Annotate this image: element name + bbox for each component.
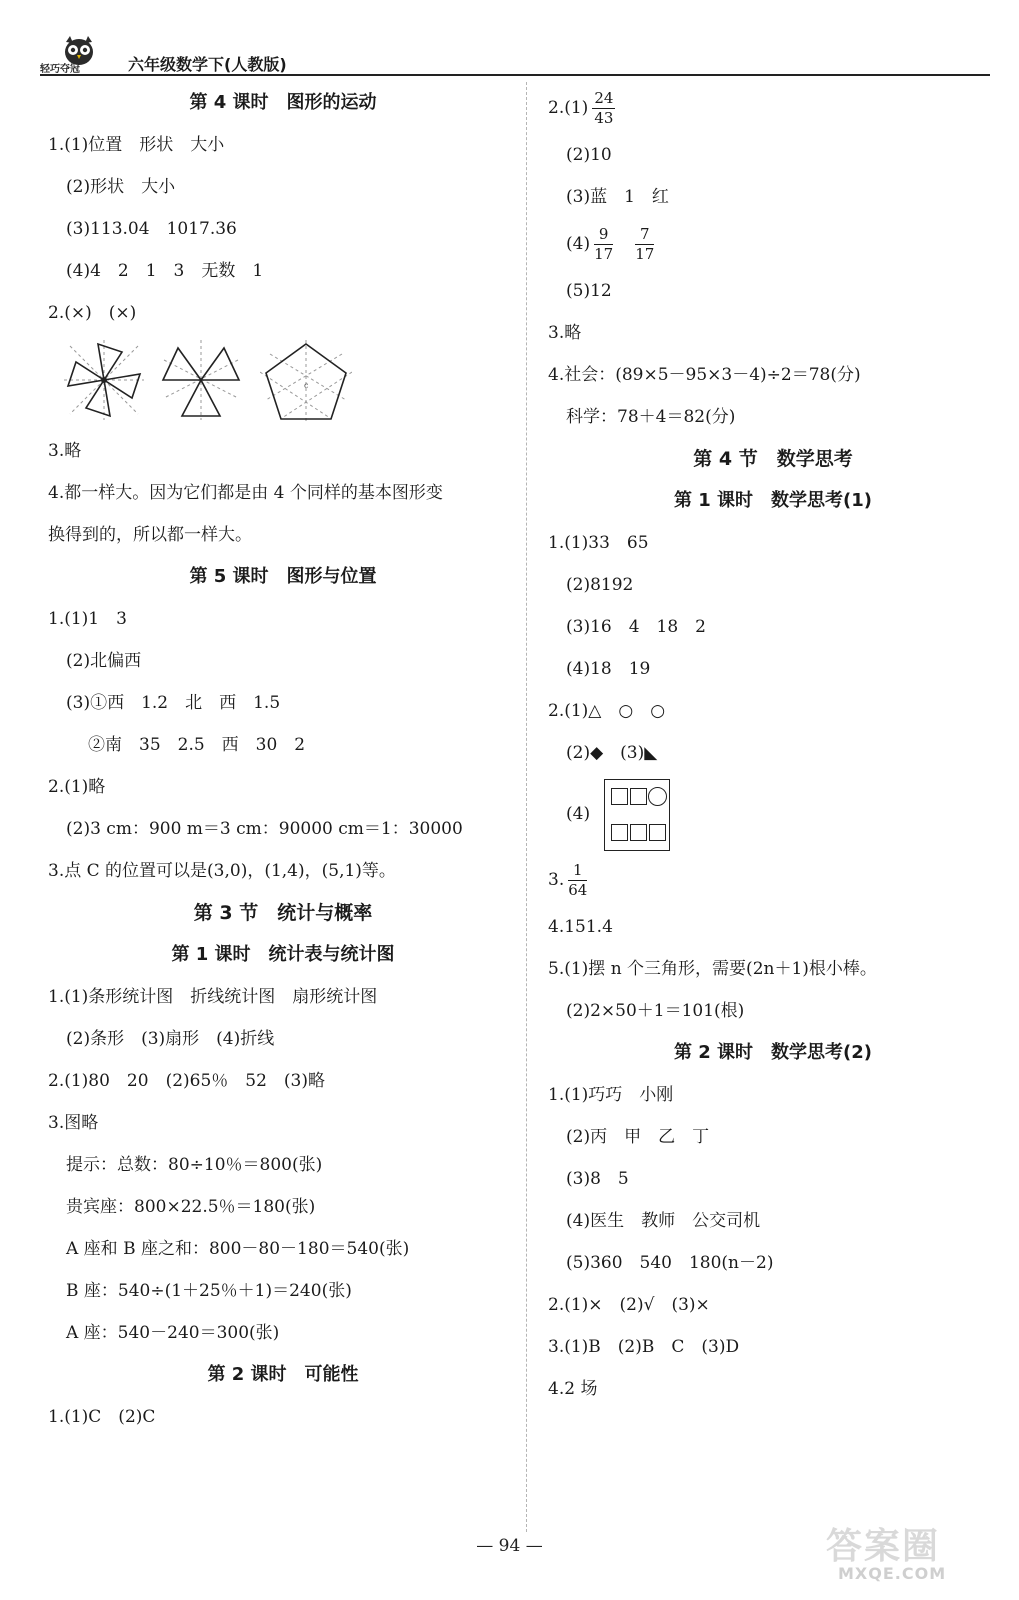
answer-line: 3.图略 [48, 1113, 99, 1133]
answer-line: 换得到的，所以都一样大。 [48, 525, 252, 545]
answer-line: 1.(1)C (2)C [48, 1407, 156, 1427]
symmetry-figures [48, 334, 518, 430]
answer-line: (2)◆ (3)◣ [566, 743, 658, 763]
numerator: 7 [635, 227, 654, 245]
lesson-title: 第 1 课时 统计表与统计图 [171, 944, 395, 965]
answer-line: 4.都一样大。因为它们都是由 4 个同样的基本图形变 [48, 483, 443, 503]
denominator: 17 [594, 245, 614, 263]
section-title: 第 3 节 统计与概率 [193, 902, 373, 924]
answer-line: (2)3 cm：900 m＝3 cm：90000 cm＝1：30000 [66, 819, 463, 839]
section-title: 第 4 节 数学思考 [693, 448, 853, 470]
left-column [48, 82, 518, 1438]
column-divider [526, 82, 527, 1532]
circle-icon [648, 787, 667, 806]
header-rule [40, 74, 990, 76]
answer-line: (5)360 540 180(n－2) [566, 1253, 774, 1273]
answer-line: 4.2 场 [548, 1379, 598, 1399]
fraction [568, 863, 587, 898]
answer-line: 4.社会：(89×5－95×3－4)÷2＝78(分) [548, 365, 861, 385]
answer-line: (5)12 [566, 281, 612, 301]
answer-line [548, 82, 998, 134]
answer-line: 1.(1)33 65 [548, 533, 649, 553]
book-title: 六年级数学下(人教版) [128, 55, 287, 74]
fraction [592, 91, 615, 126]
fraction [594, 227, 613, 262]
answer-line: (2)条形 (3)扇形 (4)折线 [66, 1029, 275, 1049]
answer-line: (3)113.04 1017.36 [66, 219, 237, 239]
denominator: 43 [594, 109, 614, 127]
answer-line: (3)蓝 1 红 [566, 187, 669, 207]
answer-line: 5.(1)摆 n 个三角形，需要(2n＋1)根小棒。 [548, 959, 877, 979]
answer-line [548, 854, 998, 906]
lesson-title: 第 2 课时 可能性 [207, 1364, 359, 1385]
lesson-title: 第 5 课时 图形与位置 [189, 566, 377, 587]
answer-line: 2.(1)× (2)√ (3)× [548, 1295, 710, 1315]
answer-line: 3.(1)B (2)B C (3)D [548, 1337, 740, 1357]
square-icon [649, 824, 666, 841]
answer-line: (2)10 [566, 145, 612, 165]
page-number: — 94 — [476, 1536, 543, 1556]
answer-line: 科学：78＋4＝82(分) [566, 407, 736, 427]
answer-line: (2)北偏西 [66, 651, 142, 671]
answer-line: (4)医生 教师 公交司机 [566, 1211, 761, 1231]
answer-prefix: (4) [566, 234, 591, 254]
answer-line: (3)①西 1.2 北 西 1.5 [66, 693, 281, 713]
site-watermark [826, 1518, 996, 1590]
lesson-title: 第 1 课时 数学思考(1) [673, 490, 873, 511]
numerator: 24 [594, 89, 614, 107]
watermark-url: MXQE.COM [838, 1564, 947, 1583]
hint-line: 贵宾座：800×22.5％＝180(张) [66, 1197, 316, 1217]
answer-line: (4)4 2 1 3 无数 1 [66, 261, 264, 281]
answer-line: (2)形状 大小 [66, 177, 176, 197]
answer-line: 1.(1)巧巧 小刚 [548, 1085, 674, 1105]
watermark-logo-text: 答案圈 [826, 1526, 941, 1567]
numerator: 1 [568, 863, 587, 881]
denominator: 17 [635, 245, 655, 263]
hint-line: 提示：总数：80÷10％＝800(张) [66, 1155, 323, 1175]
fraction [635, 227, 654, 262]
answer-line: (2)丙 甲 乙 丁 [566, 1127, 710, 1147]
right-column [548, 82, 998, 1410]
shape-grid-figure [604, 779, 670, 851]
windmill-figure [64, 340, 144, 420]
lesson-title: 第 4 课时 图形的运动 [189, 92, 377, 113]
answer-line: 1.(1)位置 形状 大小 [48, 135, 225, 155]
answer-prefix: 3. [548, 870, 565, 890]
answer-line: 3.略 [548, 323, 582, 343]
answer-line: 2.(1)略 [48, 777, 106, 797]
answer-line: 1.(1)条形统计图 折线统计图 扇形统计图 [48, 987, 378, 1007]
svg-text:c: c [304, 381, 309, 390]
answer-line: 2.(1)△ ○ ○ [548, 701, 666, 721]
square-icon [630, 788, 647, 805]
hint-line: B 座：540÷(1＋25％＋1)＝240(张) [66, 1281, 352, 1301]
answer-line: (2)8192 [566, 575, 634, 595]
answer-line [548, 218, 998, 270]
page-header [40, 30, 990, 76]
answer-line: (4)18 19 [566, 659, 651, 679]
square-icon [611, 788, 628, 805]
answer-line: 3.点 C 的位置可以是(3,0)，(1,4)，(5,1)等。 [48, 861, 396, 881]
answer-line [548, 774, 998, 854]
answer-line: 2.(×) (×) [48, 303, 137, 323]
lesson-title: 第 2 课时 数学思考(2) [673, 1042, 873, 1063]
numerator: 9 [594, 227, 613, 245]
logo-text: 轻巧夺冠 [40, 64, 80, 75]
hint-line: A 座和 B 座之和：800－80－180＝540(张) [66, 1239, 410, 1259]
answer-line: (3)8 5 [566, 1169, 629, 1189]
answer-line: ②南 35 2.5 西 30 2 [88, 735, 306, 755]
hint-line: A 座：540－240＝300(张) [66, 1323, 280, 1343]
square-icon [611, 824, 628, 841]
answer-line: 1.(1)1 3 [48, 609, 127, 629]
answer-prefix: (4) [566, 804, 591, 824]
pentagon-figure [260, 340, 352, 424]
three-triangles-figure [160, 340, 242, 420]
answer-line: 3.略 [48, 441, 82, 461]
answer-line: (3)16 4 18 2 [566, 617, 706, 637]
answer-line: 2.(1)80 20 (2)65％ 52 (3)略 [48, 1071, 325, 1091]
denominator: 64 [568, 881, 588, 899]
answer-line: (2)2×50＋1＝101(根) [566, 1001, 745, 1021]
square-icon [630, 824, 647, 841]
answer-prefix: 2.(1) [548, 98, 589, 118]
answer-line: 4.151.4 [548, 917, 613, 937]
